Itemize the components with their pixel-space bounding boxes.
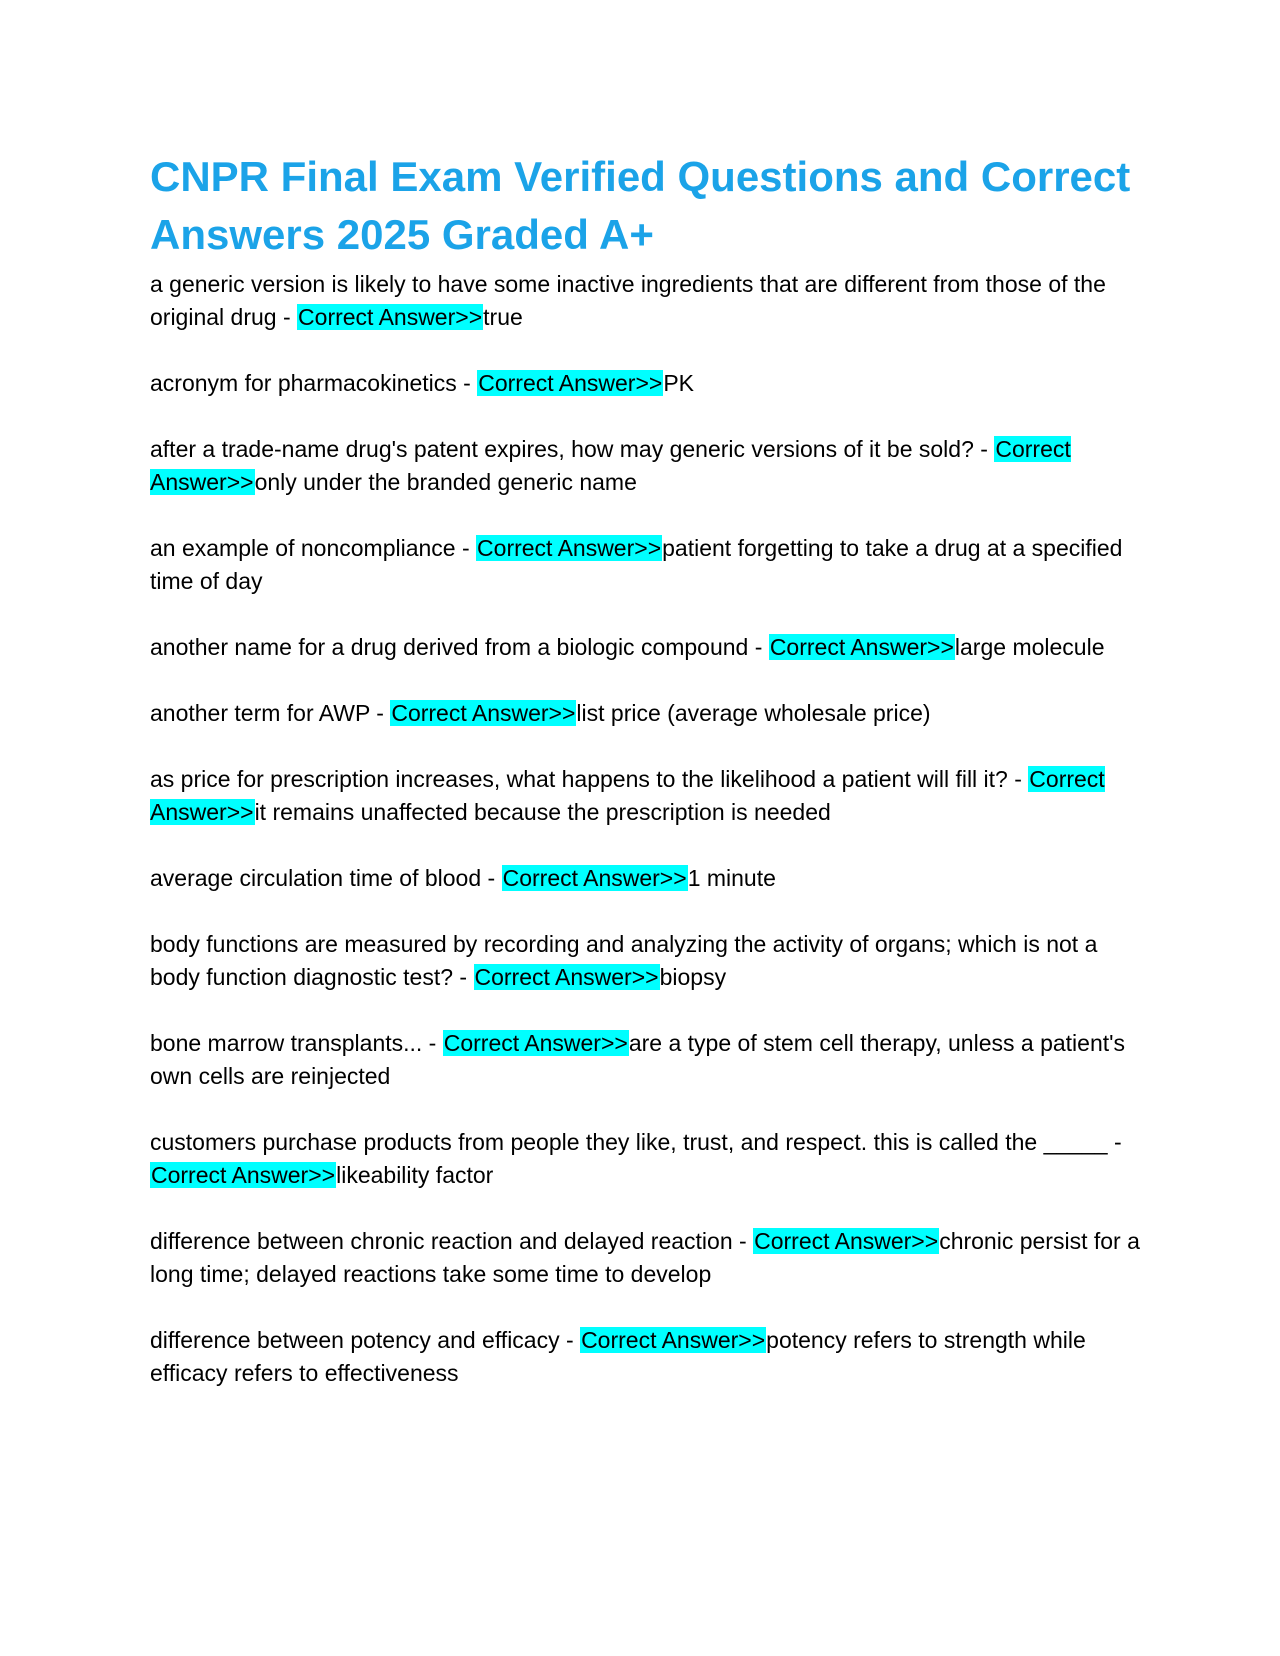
separator: -	[559, 1327, 581, 1353]
answer-text: large molecule	[954, 634, 1105, 660]
qa-item	[150, 631, 1140, 664]
separator: -	[369, 700, 391, 726]
separator: -	[748, 634, 769, 660]
correct-answer-label: Correct Answer>>	[151, 1162, 336, 1188]
qa-item	[150, 928, 1140, 994]
answer-text: true	[483, 304, 523, 330]
separator: -	[973, 436, 995, 462]
qa-item	[150, 268, 1140, 334]
question-text: customers purchase products from people they like, trust, and respect. this is called the _____	[150, 1129, 1108, 1155]
question-text: a generic version is likely to have some inactive ingredients that are different from those of the original drug	[150, 271, 1106, 330]
question-text: another name for a drug derived from a biologic compound	[150, 634, 749, 660]
question-text: another term for AWP	[150, 700, 370, 726]
correct-answer-label: Correct Answer>>	[150, 766, 1105, 825]
correct-answer-label: Correct Answer>>	[150, 436, 1071, 495]
answer-text: potency refers to strength while efficacy refers to effectiveness	[150, 1327, 1086, 1386]
answer-text: PK	[663, 370, 695, 396]
document-title: CNPR Final Exam Verified Questions and Correct Answers 2025 Graded A+	[150, 153, 1131, 258]
separator: -	[1107, 1129, 1122, 1155]
answer-text: it remains unaffected because the prescription is needed	[254, 799, 831, 825]
separator: -	[453, 964, 474, 990]
separator: -	[422, 1030, 443, 1056]
answer-text: 1 minute	[687, 865, 776, 891]
correct-answer-label: Correct Answer>>	[478, 370, 663, 396]
correct-answer-label: Correct Answer>>	[581, 1327, 766, 1353]
qa-item	[150, 1027, 1140, 1093]
qa-list	[150, 268, 1140, 1390]
separator: -	[455, 535, 477, 561]
question-text: average circulation time of blood	[150, 865, 482, 891]
qa-item	[150, 367, 1140, 400]
qa-item	[150, 1126, 1140, 1192]
question-text: an example of noncompliance	[150, 535, 456, 561]
qa-item	[150, 1324, 1140, 1390]
correct-answer-label: Correct Answer>>	[769, 634, 954, 660]
answer-text: are a type of stem cell therapy, unless a patient's own cells are reinjected	[150, 1030, 1126, 1089]
correct-answer-label: Correct Answer>>	[477, 535, 662, 561]
answer-text: list price (average wholesale price)	[576, 700, 931, 726]
document-page	[150, 148, 1140, 1423]
question-text: bone marrow transplants...	[150, 1030, 423, 1056]
qa-item	[150, 697, 1140, 730]
qa-item	[150, 532, 1140, 598]
correct-answer-label: Correct Answer>>	[443, 1030, 628, 1056]
separator: -	[732, 1228, 754, 1254]
separator: -	[276, 304, 298, 330]
qa-item	[150, 862, 1140, 895]
separator: -	[1007, 766, 1029, 792]
separator: -	[456, 370, 478, 396]
question-text: as price for prescription increases, what happens to the likelihood a patient will fill it?	[150, 766, 1008, 792]
answer-text: only under the branded generic name	[254, 469, 637, 495]
answer-text: patient forgetting to take a drug at a specified time of day	[150, 535, 1123, 594]
question-text: after a trade-name drug's patent expires, how may generic versions of it be sold?	[150, 436, 974, 462]
qa-item	[150, 433, 1140, 499]
separator: -	[481, 865, 502, 891]
question-text: acronym for pharmacokinetics	[150, 370, 457, 396]
correct-answer-label: Correct Answer>>	[391, 700, 576, 726]
qa-item	[150, 1225, 1140, 1291]
correct-answer-label: Correct Answer>>	[754, 1228, 939, 1254]
correct-answer-label: Correct Answer>>	[474, 964, 659, 990]
qa-item	[150, 763, 1140, 829]
correct-answer-label: Correct Answer>>	[298, 304, 483, 330]
answer-text: chronic persist for a long time; delayed reactions take some time to develop	[150, 1228, 1140, 1287]
question-text: difference between chronic reaction and delayed reaction	[150, 1228, 733, 1254]
question-text: body functions are measured by recording and analyzing the activity of organs; which is not a body function diagnostic test?	[150, 931, 1098, 990]
answer-text: biopsy	[659, 964, 727, 990]
answer-text: likeability factor	[336, 1162, 494, 1188]
question-text: difference between potency and efficacy	[150, 1327, 560, 1353]
correct-answer-label: Correct Answer>>	[502, 865, 687, 891]
